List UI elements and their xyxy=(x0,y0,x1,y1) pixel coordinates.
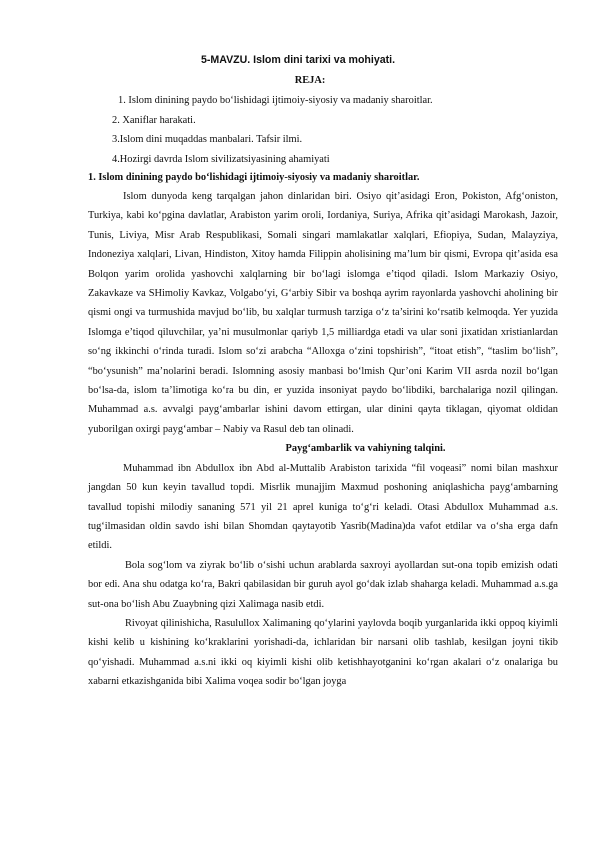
plan-item: 2. Xaniflar harakati. xyxy=(112,114,196,126)
plan-item: 1. Islom dinining paydo bo‘lishidagi ijtimoiy-siyosiy va madaniy sharoitlar. xyxy=(118,95,433,106)
paragraph: Bola sog‘lom va ziyrak bo‘lib o‘sishi uchun arablarda saxroyi ayollardan sut-ona topib emizish odati bor edi. Ana shu odatga ko‘ra, Bakri qabilasidan bir guruh ayol go‘dak izlab shaharga keladi. Muhammad a.s.ga sut-ona bo‘lish Abu Zuaybning qizi Xalimaga nasib etdi. xyxy=(88,559,558,610)
plan-list xyxy=(112,91,552,169)
paragraph: Islom dunyoda keng tarqalgan jahon dinlaridan biri. Osiyo qit’asidagi Eron, Pokiston, Afg‘oniston, Turkiya, kabi ko‘pgina davlatlar, Arabiston yarim oroli, Iordaniya, Suriya, Afrika qit’asidagi Marokash, Jazoir, Tunis, Liviya, Misr Arab Respublikasi, Somali singari mamlakatlar xalqlari, Efiopiya, Sudan, Malayziya, Indoneziya xalqlari, Livan, Hindiston, Xitoy hamda Filippin aholisining ma’lum bir qismi, Evropa qit’asida esa Bolqon yarim orolida yashovchi xalqlarning bir bo‘lagi islomga e’tiqod qiladi. Islom Markaziy Osiyo, Zakavkaze va SHimoliy Kavkaz, Volgabo‘yi, G‘arbiy Sibir va boshqa ayrim rayonlarda yashovchi aholining bir qismi ongi va turmushida mavjud bo‘lib, bu xalqlar turmush tarziga o‘z ta’sirini ko‘rsatib kelmoqda. Yer yuzida Islomga e’tiqod qiluvchilar, ya’ni musulmonlar qariyb 1,5 milliardga etadi va ular soni jixatidan xristianlardan so‘ng ikkinchi o‘rinda turadi. Islom so‘zi arabcha “Alloxga o‘zini topshirish”, “itoat etish”, “taslim bo‘lish”, “bo‘ysunish” ma’nolarini beradi. Islomning asosiy manbasi bo‘lmish Qur’oni Karim VII asrda nozil bo‘lgan bo‘lsa-da, islom ta’limotiga ko‘ra bu din, er yuzida insoniyat paydo bo‘libdiki, barchalariga nozil qilingan. Muhammad a.s. avvalgi payg‘ambarlar ishini davom ettirgan, ular dinini qayta tiklagan, qiyomat oldidan yuborilgan oxirgi payg‘ambar – Nabiy va Rasul deb tan olinadi. xyxy=(88,191,558,435)
subheading: Payg‘ambarlik va vahiyning talqini. xyxy=(285,443,446,455)
section-heading: 1. Islom dinining paydo bo‘lishidagi ijtimoiy-siyosiy va madaniy sharoitlar. xyxy=(88,172,420,183)
body-text xyxy=(88,187,558,692)
paragraph: Muhammad ibn Abdullox ibn Abd al-Muttalib Arabiston tarixida “fil voqeasi” nomi bilan mashxur jangdan 50 kun keyin tavallud topdi. Misrlik munajjim Maxmud poshoning aniqlashicha payg‘ambarning tavallud topishi milodiy sananing 571 yil 21 aprel kuniga to‘g‘ri keladi. Otasi Abdullox Muhammad a.s. tug‘ilmasidan oldin savdo ishi bilan Shomdan qaytayotib Yasrib(Madina)da vafot etdilar va o‘sha erga dafn etildi. xyxy=(88,462,558,552)
document-title: 5-MAVZU. Islom dini tarixi va mohiyati. xyxy=(200,54,396,66)
plan-heading: REJA: xyxy=(294,75,326,86)
paragraph: Rivoyat qilinishicha, Rasulullox Xalimaning qo‘ylarini yaylovda boqib yurganlarida ikki oppoq kiyimli kishi kelib u kishining ko‘kraklarini yorishadi-da, ichlaridan bir narsani olib tashlab, kesilgan joyni tikib qo‘yishadi. Muhammad a.s.ni ikki oq kiyimli kishi olib ketishhayotganini ko‘rgan akalari o‘z onalariga bu xabarni etkazishganida bibi Xalima voqea sodir bo‘lgan joyga xyxy=(88,617,558,688)
plan-item: 3.Islom dini muqaddas manbalari. Tafsir ilmi. xyxy=(112,134,303,145)
plan-item: 4.Hozirgi davrda Islom sivilizatsiyasining ahamiyati xyxy=(112,153,330,165)
